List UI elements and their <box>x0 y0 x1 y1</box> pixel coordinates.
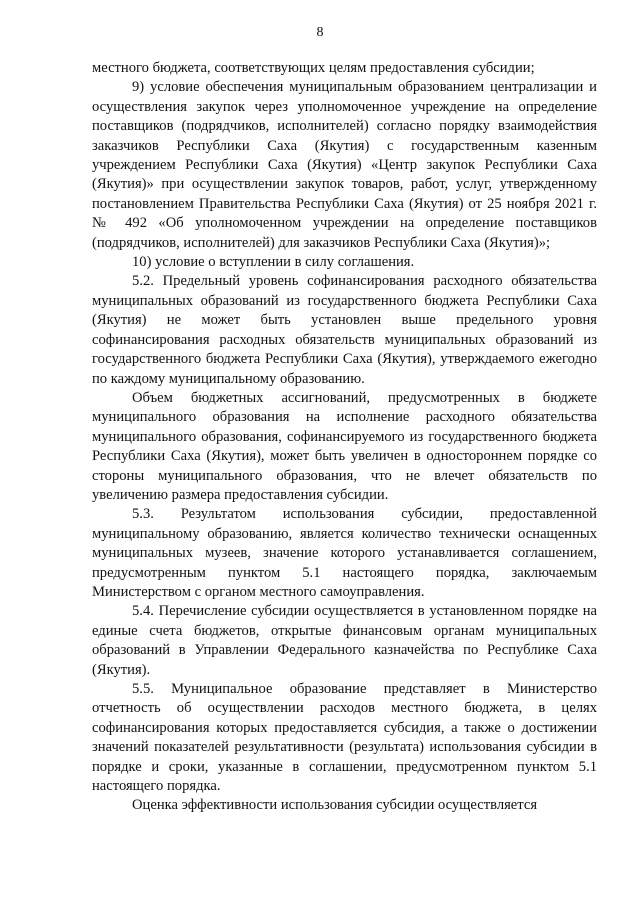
paragraph-condition-9: 9) условие обеспечения муниципальным образованием централизации и осуществления закупок через уполномоченное учреждение на определение поставщиков (подрядчиков, исполнителей) согласно порядку взаимодействия заказчиков Республики Саха (Якутия) с государственным казенным учреждением Республики Саха (Якутия) «Центр закупок Республики Саха (Якутия)» при осуществлении закупок товаров, работ, услуг, утвержденному постановлением Правительства Республики Саха (Якутия) от 25 ноября 2021 г. № 492 «Об уполномоченном учреждении на определение поставщиков (подрядчиков, исполнителей) для заказчиков Республики Саха (Якутия)»; <box>92 79 597 251</box>
paragraph-continuation: местного бюджета, соответствующих целям предоставления субсидии; <box>92 60 535 76</box>
paragraph-budget-volume: Объем бюджетных ассигнований, предусмотренных в бюджете муниципального образования на исполнение расходного обязательства муниципального образования, софинансируемого из государственного бюджета Республики Саха (Якутия), может быть увеличен в одностороннем порядке со стороны муниципального образования, что не влечет обязательств по увеличению размера предоставления субсидии. <box>92 389 597 503</box>
paragraph-5-3: 5.3. Результатом использования субсидии, предоставленной муниципальному образованию, является количество технически оснащенных муниципальных музеев, значение которого устанавливается соглашением, предусмотренным пунктом 5.1 настоящего порядка, заключаемым Министерством с органом местного самоуправления. <box>92 506 597 600</box>
paragraph-condition-10: 10) условие о вступлении в силу соглашения. <box>132 254 415 271</box>
document-body <box>92 59 597 816</box>
paragraph-5-4: 5.4. Перечисление субсидии осуществляется в установленном порядке на единые счета бюджетов, открытые финансовым органам муниципальных образований в Управлении Федерального казначейства по Республике Саха (Якутия). <box>92 603 597 678</box>
page-number: 8 <box>316 25 324 40</box>
paragraph-5-5: 5.5. Муниципальное образование представляет в Министерство отчетность об осуществлении расходов местного бюджета, в целях софинансирования которых предоставляется субсидия, а также о достижении значений показателей результативности (результата) использования субсидии в порядке и сроки, указанные в соглашении, предусмотренном пунктом 5.1 настоящего порядка. <box>92 681 597 795</box>
paragraph-evaluation: Оценка эффективности использования субсидии осуществляется <box>132 797 538 814</box>
paragraph-5-2: 5.2. Предельный уровень софинансирования расходного обязательства муниципальных образований из государственного бюджета Республики Саха (Якутия) не может быть установлен выше предельного уровня софинансирования расходных обязательств муниципальных образований из государственного бюджета Республики Саха (Якутия), утверждаемого ежегодно по каждому муниципальному образованию. <box>92 273 597 387</box>
